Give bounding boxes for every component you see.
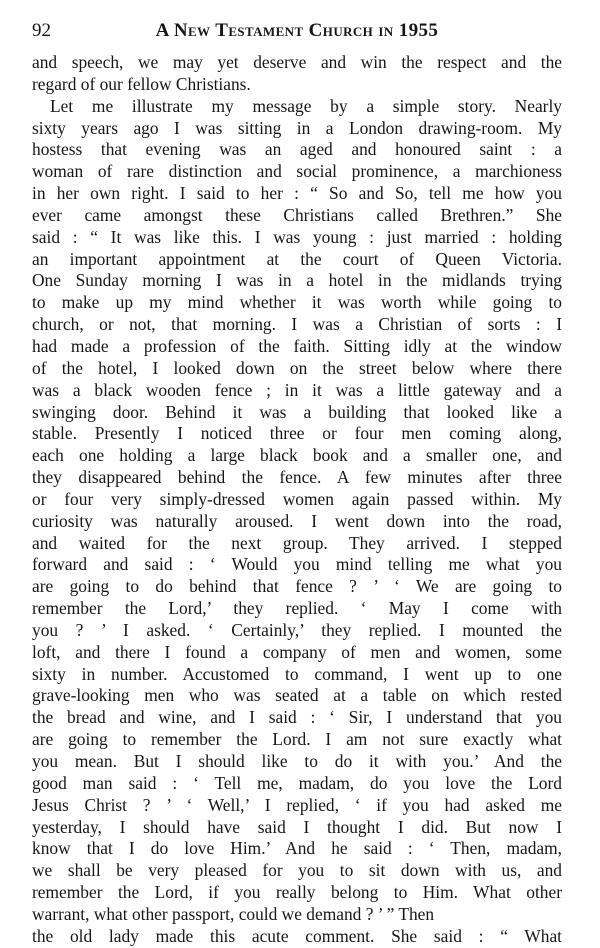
text-line: are going to do behind that fence ? ’ ‘ We are going to: [32, 576, 562, 597]
running-title: A New Testament Church in 1955: [155, 20, 439, 41]
text-line: grave-looking men who was seated at a table on which rested: [32, 685, 562, 706]
text-line: we shall be very pleased for you to sit down with us, and: [32, 860, 562, 881]
text-line: was a black wooden fence ; in it was a little gateway and a: [32, 379, 562, 400]
text-line: and waited for the next group. They arrived. I stepped: [32, 532, 562, 553]
text-line: warrant, what other passport, could we demand ? ’ ” Then: [32, 903, 435, 924]
text-line: swinging door. Behind it was a building that looked like a: [32, 401, 562, 422]
text-line: forward and said : ‘ Would you mind telling me what you: [32, 554, 562, 575]
page-header: [32, 16, 562, 46]
text-line: church, or not, that morning. I was a Christian of sorts : I: [32, 314, 562, 335]
text-line: know that I do love Him.’ And he said : ‘ Then, madam,: [32, 838, 562, 859]
text-line: Let me illustrate my message by a simple story. Nearly: [50, 95, 562, 116]
text-line: hostess that evening was an aged and honoured saint : a: [32, 139, 562, 160]
text-line: sixty in number. Accustomed to command, I went up to one: [32, 663, 562, 684]
text-line: and speech, we may yet deserve and win the respect and the: [32, 52, 562, 72]
text-line: each one holding a large black book and a smaller one, and: [32, 445, 562, 466]
text-line: the bread and wine, and I said : ‘ Sir, I understand that you: [32, 707, 562, 728]
text-line: stable. Presently I noticed three or four men coming along,: [32, 423, 562, 444]
text-line: you ? ’ I asked. ‘ Certainly,’ they replied. I mounted the: [32, 619, 562, 640]
text-line: yesterday, I should have said I thought I did. But now I: [32, 816, 562, 837]
text-line: remember the Lord, if you really belong to Him. What other: [32, 882, 562, 903]
text-line: Jesus Christ ? ’ ‘ Well,’ I replied, ‘ if you had asked me: [32, 794, 562, 815]
text-line: the old lady made this acute comment. She said : “ What: [32, 925, 562, 946]
text-line: remember the Lord,’ they replied. ‘ May I come with: [32, 598, 562, 619]
text-line: you mean. But I should like to do it with you.’ And the: [32, 751, 562, 771]
text-line: sixty years ago I was sitting in a London drawing-room. My: [32, 117, 562, 138]
text-line: had made a profession of the faith. Sitting idly at the window: [32, 335, 562, 356]
text-line: woman of rare distinction and social prominence, a marchioness: [32, 161, 562, 182]
text-line: to make up my mind whether it was worth while going to: [32, 292, 562, 313]
text-line: loft, and there I found a company of men and women, some: [32, 641, 562, 662]
text-line: are going to remember the Lord. I am not sure exactly what: [32, 729, 562, 750]
text-line: an important appointment at the court of Queen Victoria.: [32, 248, 562, 269]
text-line: regard of our fellow Christians.: [32, 73, 251, 94]
text-line: One Sunday morning I was in a hotel in the midlands trying: [32, 270, 562, 291]
body-text: [32, 52, 562, 948]
text-line: ever came amongst these Christians called Brethren.” She: [32, 204, 562, 225]
text-line: in her own right. I said to her : “ So and So, tell me how you: [32, 183, 562, 204]
text-line: they disappeared behind the fence. A few minutes after three: [32, 467, 562, 488]
text-line: or four very simply-dressed women again passed within. My: [32, 488, 562, 509]
page-number: 92: [32, 20, 51, 41]
text-line: said : “ It was like this. I was young : just married : holding: [32, 226, 562, 247]
text-line: curiosity was naturally aroused. I went down into the road,: [32, 510, 562, 531]
text-line: of the hotel, I looked down on the street below where there: [32, 357, 562, 378]
text-line: good man said : ‘ Tell me, madam, do you love the Lord: [32, 772, 562, 793]
